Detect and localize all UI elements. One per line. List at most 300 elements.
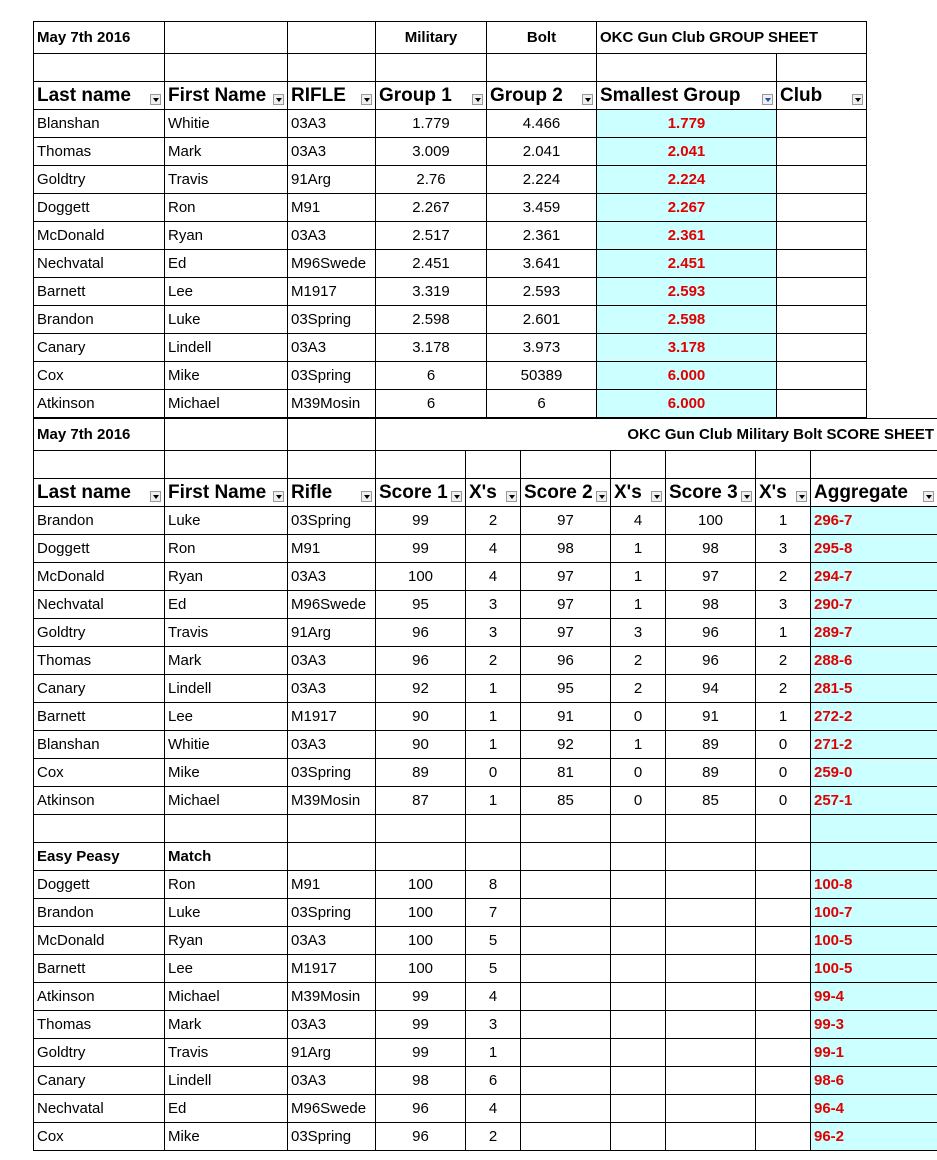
first-name-cell[interactable] bbox=[165, 1011, 288, 1039]
score3-cell[interactable] bbox=[666, 591, 756, 619]
column-header-last-name[interactable] bbox=[34, 82, 165, 110]
group1-cell[interactable] bbox=[376, 278, 487, 306]
rifle-cell[interactable] bbox=[288, 507, 376, 535]
aggregate-cell[interactable] bbox=[811, 591, 937, 619]
group2-cell[interactable] bbox=[487, 222, 597, 250]
rifle-cell[interactable] bbox=[288, 390, 376, 418]
score3-cell[interactable] bbox=[666, 507, 756, 535]
column-header-last-name[interactable] bbox=[34, 479, 165, 507]
aggregate-cell[interactable] bbox=[811, 1095, 937, 1123]
column-header-group-1[interactable] bbox=[376, 82, 487, 110]
column-header-score-3[interactable] bbox=[666, 479, 756, 507]
score2-cell[interactable] bbox=[521, 563, 611, 591]
score1-cell[interactable] bbox=[376, 759, 466, 787]
group2-cell[interactable] bbox=[487, 110, 597, 138]
last-name-cell[interactable] bbox=[34, 362, 165, 390]
aggregate-cell[interactable] bbox=[811, 535, 937, 563]
score-date[interactable]: May 7th 2016 bbox=[34, 419, 165, 451]
aggregate-cell[interactable] bbox=[811, 619, 937, 647]
last-name-cell[interactable] bbox=[34, 1123, 165, 1151]
rifle-cell[interactable] bbox=[288, 306, 376, 334]
empty-cell[interactable] bbox=[611, 927, 666, 955]
column-header-first-name[interactable] bbox=[165, 479, 288, 507]
empty-cell[interactable] bbox=[288, 419, 376, 451]
score2-cell[interactable] bbox=[521, 591, 611, 619]
aggregate-cell[interactable] bbox=[811, 787, 937, 815]
empty-cell[interactable] bbox=[756, 1039, 811, 1067]
club-cell[interactable] bbox=[777, 166, 867, 194]
empty-cell[interactable] bbox=[756, 871, 811, 899]
empty-cell[interactable] bbox=[376, 843, 466, 871]
rifle-cell[interactable] bbox=[288, 675, 376, 703]
score2-cell[interactable] bbox=[521, 647, 611, 675]
empty-cell[interactable] bbox=[521, 899, 611, 927]
club-cell[interactable] bbox=[777, 334, 867, 362]
score3-cell[interactable] bbox=[666, 535, 756, 563]
aggregate-cell[interactable] bbox=[811, 927, 937, 955]
first-name-cell[interactable] bbox=[165, 362, 288, 390]
x2-cell[interactable] bbox=[611, 507, 666, 535]
score2-cell[interactable] bbox=[521, 535, 611, 563]
x-count-cell[interactable] bbox=[466, 927, 521, 955]
rifle-cell[interactable] bbox=[288, 955, 376, 983]
rifle-cell[interactable] bbox=[288, 362, 376, 390]
x1-cell[interactable] bbox=[466, 787, 521, 815]
score1-cell[interactable] bbox=[376, 619, 466, 647]
column-header-aggregate[interactable] bbox=[811, 479, 937, 507]
filter-dropdown-icon[interactable] bbox=[273, 491, 284, 502]
empty-cell[interactable] bbox=[666, 815, 756, 843]
score3-cell[interactable] bbox=[666, 647, 756, 675]
column-header-rifle[interactable] bbox=[288, 479, 376, 507]
x2-cell[interactable] bbox=[611, 731, 666, 759]
rifle-cell[interactable] bbox=[288, 1011, 376, 1039]
filter-dropdown-icon[interactable] bbox=[651, 491, 662, 502]
aggregate-cell[interactable] bbox=[811, 703, 937, 731]
empty-cell[interactable] bbox=[756, 927, 811, 955]
rifle-cell[interactable] bbox=[288, 619, 376, 647]
score2-cell[interactable] bbox=[521, 507, 611, 535]
empty-cell[interactable] bbox=[521, 1123, 611, 1151]
group1-cell[interactable] bbox=[376, 334, 487, 362]
group1-cell[interactable] bbox=[376, 362, 487, 390]
score3-cell[interactable] bbox=[666, 675, 756, 703]
empty-cell[interactable] bbox=[611, 1067, 666, 1095]
group2-cell[interactable] bbox=[487, 390, 597, 418]
x3-cell[interactable] bbox=[756, 535, 811, 563]
group1-cell[interactable] bbox=[376, 306, 487, 334]
x1-cell[interactable] bbox=[466, 731, 521, 759]
club-cell[interactable] bbox=[777, 250, 867, 278]
column-header-score-1[interactable] bbox=[376, 479, 466, 507]
first-name-cell[interactable] bbox=[165, 222, 288, 250]
x1-cell[interactable] bbox=[466, 703, 521, 731]
empty-cell[interactable] bbox=[611, 871, 666, 899]
aggregate-cell[interactable] bbox=[811, 647, 937, 675]
score2-cell[interactable] bbox=[521, 619, 611, 647]
x1-cell[interactable] bbox=[466, 759, 521, 787]
score2-cell[interactable] bbox=[521, 731, 611, 759]
empty-cell[interactable] bbox=[165, 419, 288, 451]
aggregate-cell[interactable] bbox=[811, 871, 937, 899]
empty-cell[interactable] bbox=[521, 1011, 611, 1039]
x2-cell[interactable] bbox=[611, 703, 666, 731]
empty-cell[interactable] bbox=[756, 955, 811, 983]
group2-cell[interactable] bbox=[487, 362, 597, 390]
filter-dropdown-icon[interactable] bbox=[361, 94, 372, 105]
filter-dropdown-icon[interactable] bbox=[582, 94, 593, 105]
x-count-cell[interactable] bbox=[466, 955, 521, 983]
club-cell[interactable] bbox=[777, 306, 867, 334]
empty-cell[interactable] bbox=[466, 815, 521, 843]
empty-cell[interactable] bbox=[288, 22, 376, 54]
empty-cell[interactable] bbox=[521, 815, 611, 843]
score1-cell[interactable] bbox=[376, 647, 466, 675]
first-name-cell[interactable] bbox=[165, 927, 288, 955]
last-name-cell[interactable] bbox=[34, 194, 165, 222]
score-cell[interactable] bbox=[376, 927, 466, 955]
empty-cell[interactable] bbox=[521, 1039, 611, 1067]
column-header-club[interactable] bbox=[777, 82, 867, 110]
x-count-cell[interactable] bbox=[466, 1123, 521, 1151]
x2-cell[interactable] bbox=[611, 619, 666, 647]
score3-cell[interactable] bbox=[666, 703, 756, 731]
club-cell[interactable] bbox=[777, 194, 867, 222]
empty-cell[interactable] bbox=[666, 1011, 756, 1039]
aggregate-cell[interactable] bbox=[811, 675, 937, 703]
score2-cell[interactable] bbox=[521, 703, 611, 731]
last-name-cell[interactable] bbox=[34, 535, 165, 563]
rifle-cell[interactable] bbox=[288, 927, 376, 955]
group1-cell[interactable] bbox=[376, 194, 487, 222]
club-cell[interactable] bbox=[777, 362, 867, 390]
easy-peasy-label[interactable]: Easy Peasy bbox=[34, 843, 165, 871]
filter-dropdown-icon[interactable] bbox=[741, 491, 752, 502]
group2-cell[interactable] bbox=[487, 278, 597, 306]
group1-cell[interactable] bbox=[376, 166, 487, 194]
rifle-cell[interactable] bbox=[288, 787, 376, 815]
aggregate-cell[interactable] bbox=[811, 731, 937, 759]
empty-cell[interactable] bbox=[521, 1067, 611, 1095]
empty-cell[interactable] bbox=[666, 927, 756, 955]
last-name-cell[interactable] bbox=[34, 507, 165, 535]
score3-cell[interactable] bbox=[666, 619, 756, 647]
filter-dropdown-icon[interactable] bbox=[472, 94, 483, 105]
filter-dropdown-icon[interactable] bbox=[923, 491, 934, 502]
filter-dropdown-icon[interactable] bbox=[273, 94, 284, 105]
x-count-cell[interactable] bbox=[466, 1095, 521, 1123]
rifle-cell[interactable] bbox=[288, 222, 376, 250]
last-name-cell[interactable] bbox=[34, 390, 165, 418]
x3-cell[interactable] bbox=[756, 731, 811, 759]
score1-cell[interactable] bbox=[376, 563, 466, 591]
score3-cell[interactable] bbox=[666, 563, 756, 591]
empty-cell[interactable] bbox=[611, 1011, 666, 1039]
smallest-group-cell[interactable] bbox=[597, 362, 777, 390]
filter-dropdown-icon[interactable] bbox=[150, 94, 161, 105]
first-name-cell[interactable] bbox=[165, 591, 288, 619]
group2-cell[interactable] bbox=[487, 166, 597, 194]
last-name-cell[interactable] bbox=[34, 306, 165, 334]
last-name-cell[interactable] bbox=[34, 563, 165, 591]
x3-cell[interactable] bbox=[756, 787, 811, 815]
last-name-cell[interactable] bbox=[34, 759, 165, 787]
last-name-cell[interactable] bbox=[34, 731, 165, 759]
score1-cell[interactable] bbox=[376, 731, 466, 759]
x-count-cell[interactable] bbox=[466, 1039, 521, 1067]
first-name-cell[interactable] bbox=[165, 334, 288, 362]
last-name-cell[interactable] bbox=[34, 955, 165, 983]
rifle-cell[interactable] bbox=[288, 278, 376, 306]
last-name-cell[interactable] bbox=[34, 675, 165, 703]
empty-cell[interactable] bbox=[666, 871, 756, 899]
first-name-cell[interactable] bbox=[165, 563, 288, 591]
column-header-x-s[interactable] bbox=[611, 479, 666, 507]
group-date[interactable]: May 7th 2016 bbox=[34, 22, 165, 54]
x3-cell[interactable] bbox=[756, 675, 811, 703]
empty-cell[interactable] bbox=[521, 1095, 611, 1123]
score1-cell[interactable] bbox=[376, 535, 466, 563]
empty-cell[interactable] bbox=[666, 1123, 756, 1151]
first-name-cell[interactable] bbox=[165, 250, 288, 278]
first-name-cell[interactable] bbox=[165, 1039, 288, 1067]
first-name-cell[interactable] bbox=[165, 871, 288, 899]
x-count-cell[interactable] bbox=[466, 871, 521, 899]
last-name-cell[interactable] bbox=[34, 250, 165, 278]
x1-cell[interactable] bbox=[466, 675, 521, 703]
empty-cell[interactable] bbox=[666, 899, 756, 927]
x3-cell[interactable] bbox=[756, 507, 811, 535]
rifle-cell[interactable] bbox=[288, 731, 376, 759]
last-name-cell[interactable] bbox=[34, 138, 165, 166]
smallest-group-cell[interactable] bbox=[597, 194, 777, 222]
last-name-cell[interactable] bbox=[34, 703, 165, 731]
first-name-cell[interactable] bbox=[165, 731, 288, 759]
last-name-cell[interactable] bbox=[34, 787, 165, 815]
score-cell[interactable] bbox=[376, 1039, 466, 1067]
rifle-cell[interactable] bbox=[288, 703, 376, 731]
x2-cell[interactable] bbox=[611, 647, 666, 675]
filter-dropdown-icon[interactable] bbox=[361, 491, 372, 502]
empty-cell[interactable] bbox=[521, 927, 611, 955]
x1-cell[interactable] bbox=[466, 507, 521, 535]
empty-cell[interactable] bbox=[611, 1123, 666, 1151]
group1-cell[interactable] bbox=[376, 250, 487, 278]
empty-cell[interactable] bbox=[521, 955, 611, 983]
rifle-cell[interactable] bbox=[288, 983, 376, 1011]
last-name-cell[interactable] bbox=[34, 591, 165, 619]
empty-cell[interactable] bbox=[165, 22, 288, 54]
score3-cell[interactable] bbox=[666, 759, 756, 787]
x2-cell[interactable] bbox=[611, 787, 666, 815]
empty-cell[interactable] bbox=[756, 983, 811, 1011]
first-name-cell[interactable] bbox=[165, 1067, 288, 1095]
empty-cell[interactable] bbox=[611, 899, 666, 927]
x2-cell[interactable] bbox=[611, 535, 666, 563]
rifle-cell[interactable] bbox=[288, 535, 376, 563]
x3-cell[interactable] bbox=[756, 647, 811, 675]
match-label[interactable]: Match bbox=[165, 843, 288, 871]
aggregate-cell[interactable] bbox=[811, 899, 937, 927]
first-name-cell[interactable] bbox=[165, 306, 288, 334]
empty-cell[interactable] bbox=[611, 1039, 666, 1067]
x3-cell[interactable] bbox=[756, 703, 811, 731]
aggregate-cell[interactable] bbox=[811, 983, 937, 1011]
first-name-cell[interactable] bbox=[165, 166, 288, 194]
empty-cell[interactable] bbox=[756, 815, 811, 843]
rifle-cell[interactable] bbox=[288, 250, 376, 278]
x1-cell[interactable] bbox=[466, 563, 521, 591]
empty-cell[interactable] bbox=[666, 955, 756, 983]
last-name-cell[interactable] bbox=[34, 166, 165, 194]
empty-cell[interactable] bbox=[611, 815, 666, 843]
first-name-cell[interactable] bbox=[165, 899, 288, 927]
smallest-group-cell[interactable] bbox=[597, 222, 777, 250]
last-name-cell[interactable] bbox=[34, 927, 165, 955]
last-name-cell[interactable] bbox=[34, 1095, 165, 1123]
score-cell[interactable] bbox=[376, 955, 466, 983]
rifle-cell[interactable] bbox=[288, 194, 376, 222]
score-cell[interactable] bbox=[376, 899, 466, 927]
column-header-smallest-group[interactable] bbox=[597, 82, 777, 110]
rifle-cell[interactable] bbox=[288, 1067, 376, 1095]
empty-cell[interactable] bbox=[165, 815, 288, 843]
x2-cell[interactable] bbox=[611, 563, 666, 591]
empty-cell[interactable] bbox=[666, 1095, 756, 1123]
aggregate-cell[interactable] bbox=[811, 955, 937, 983]
x2-cell[interactable] bbox=[611, 759, 666, 787]
title-bolt[interactable]: Bolt bbox=[487, 22, 597, 54]
title-military[interactable]: Military bbox=[376, 22, 487, 54]
last-name-cell[interactable] bbox=[34, 1039, 165, 1067]
score1-cell[interactable] bbox=[376, 675, 466, 703]
aggregate-cell[interactable] bbox=[811, 1123, 937, 1151]
smallest-group-cell[interactable] bbox=[597, 110, 777, 138]
first-name-cell[interactable] bbox=[165, 138, 288, 166]
last-name-cell[interactable] bbox=[34, 899, 165, 927]
rifle-cell[interactable] bbox=[288, 138, 376, 166]
rifle-cell[interactable] bbox=[288, 334, 376, 362]
first-name-cell[interactable] bbox=[165, 535, 288, 563]
column-header-rifle[interactable] bbox=[288, 82, 376, 110]
empty-cell[interactable] bbox=[521, 983, 611, 1011]
last-name-cell[interactable] bbox=[34, 334, 165, 362]
rifle-cell[interactable] bbox=[288, 647, 376, 675]
club-cell[interactable] bbox=[777, 110, 867, 138]
last-name-cell[interactable] bbox=[34, 1067, 165, 1095]
group2-cell[interactable] bbox=[487, 334, 597, 362]
empty-cell[interactable] bbox=[611, 843, 666, 871]
first-name-cell[interactable] bbox=[165, 675, 288, 703]
first-name-cell[interactable] bbox=[165, 507, 288, 535]
aggregate-cell[interactable] bbox=[811, 1039, 937, 1067]
smallest-group-cell[interactable] bbox=[597, 278, 777, 306]
empty-cell[interactable] bbox=[521, 843, 611, 871]
group2-cell[interactable] bbox=[487, 194, 597, 222]
empty-cell[interactable] bbox=[756, 1123, 811, 1151]
first-name-cell[interactable] bbox=[165, 647, 288, 675]
club-cell[interactable] bbox=[777, 390, 867, 418]
score2-cell[interactable] bbox=[521, 787, 611, 815]
smallest-group-cell[interactable] bbox=[597, 334, 777, 362]
score2-cell[interactable] bbox=[521, 675, 611, 703]
rifle-cell[interactable] bbox=[288, 759, 376, 787]
group1-cell[interactable] bbox=[376, 110, 487, 138]
column-header-first-name[interactable] bbox=[165, 82, 288, 110]
empty-cell[interactable] bbox=[288, 815, 376, 843]
first-name-cell[interactable] bbox=[165, 278, 288, 306]
group2-cell[interactable] bbox=[487, 250, 597, 278]
first-name-cell[interactable] bbox=[165, 390, 288, 418]
empty-cell[interactable] bbox=[466, 843, 521, 871]
group2-cell[interactable] bbox=[487, 306, 597, 334]
score3-cell[interactable] bbox=[666, 787, 756, 815]
empty-cell[interactable] bbox=[666, 1039, 756, 1067]
empty-cell[interactable] bbox=[376, 815, 466, 843]
aggregate-cell[interactable] bbox=[811, 563, 937, 591]
last-name-cell[interactable] bbox=[34, 619, 165, 647]
x3-cell[interactable] bbox=[756, 619, 811, 647]
rifle-cell[interactable] bbox=[288, 899, 376, 927]
score1-cell[interactable] bbox=[376, 703, 466, 731]
score1-cell[interactable] bbox=[376, 507, 466, 535]
filter-dropdown-icon[interactable] bbox=[150, 491, 161, 502]
x-count-cell[interactable] bbox=[466, 1011, 521, 1039]
score-cell[interactable] bbox=[376, 1011, 466, 1039]
score-cell[interactable] bbox=[376, 871, 466, 899]
score1-cell[interactable] bbox=[376, 591, 466, 619]
score-cell[interactable] bbox=[376, 1123, 466, 1151]
rifle-cell[interactable] bbox=[288, 563, 376, 591]
last-name-cell[interactable] bbox=[34, 278, 165, 306]
group2-cell[interactable] bbox=[487, 138, 597, 166]
last-name-cell[interactable] bbox=[34, 1011, 165, 1039]
aggregate-cell[interactable] bbox=[811, 759, 937, 787]
first-name-cell[interactable] bbox=[165, 983, 288, 1011]
group1-cell[interactable] bbox=[376, 138, 487, 166]
group-sheet-title[interactable]: OKC Gun Club GROUP SHEET bbox=[597, 22, 867, 54]
empty-cell[interactable] bbox=[611, 1095, 666, 1123]
empty-cell[interactable] bbox=[756, 1011, 811, 1039]
column-header-x-s[interactable] bbox=[466, 479, 521, 507]
empty-cell[interactable] bbox=[756, 1095, 811, 1123]
column-header-x-s[interactable] bbox=[756, 479, 811, 507]
smallest-group-cell[interactable] bbox=[597, 306, 777, 334]
smallest-group-cell[interactable] bbox=[597, 390, 777, 418]
empty-cell[interactable] bbox=[666, 1067, 756, 1095]
smallest-group-cell[interactable] bbox=[597, 166, 777, 194]
x1-cell[interactable] bbox=[466, 535, 521, 563]
column-header-group-2[interactable] bbox=[487, 82, 597, 110]
empty-cell[interactable] bbox=[666, 843, 756, 871]
last-name-cell[interactable] bbox=[34, 222, 165, 250]
x1-cell[interactable] bbox=[466, 619, 521, 647]
empty-cell[interactable] bbox=[666, 983, 756, 1011]
score3-cell[interactable] bbox=[666, 731, 756, 759]
club-cell[interactable] bbox=[777, 278, 867, 306]
first-name-cell[interactable] bbox=[165, 787, 288, 815]
empty-cell[interactable] bbox=[811, 815, 937, 843]
x1-cell[interactable] bbox=[466, 591, 521, 619]
filter-dropdown-icon[interactable] bbox=[796, 491, 807, 502]
empty-cell[interactable] bbox=[611, 983, 666, 1011]
rifle-cell[interactable] bbox=[288, 110, 376, 138]
last-name-cell[interactable] bbox=[34, 871, 165, 899]
score2-cell[interactable] bbox=[521, 759, 611, 787]
x3-cell[interactable] bbox=[756, 591, 811, 619]
first-name-cell[interactable] bbox=[165, 619, 288, 647]
x1-cell[interactable] bbox=[466, 647, 521, 675]
